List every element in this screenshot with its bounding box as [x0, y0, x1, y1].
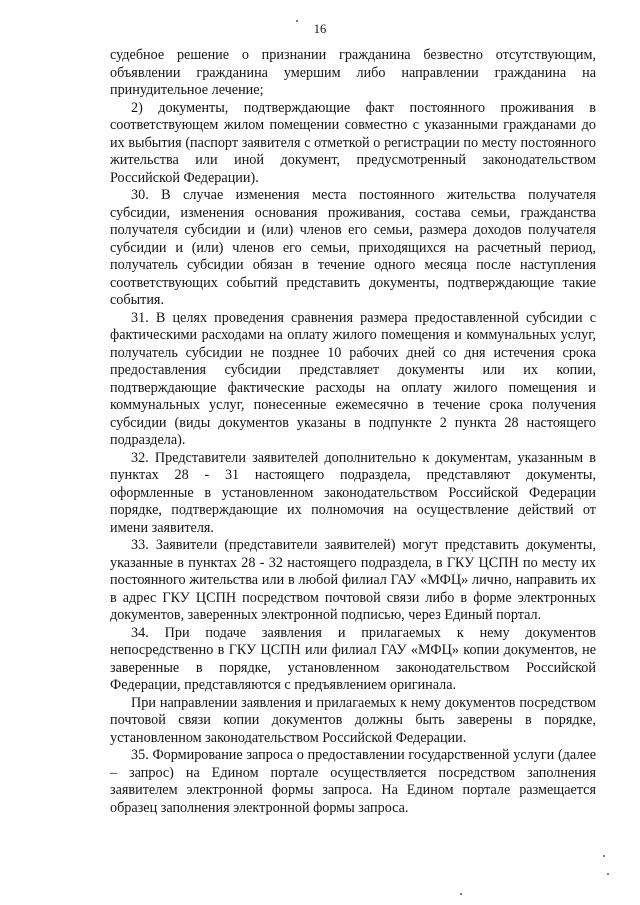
scan-speck — [296, 20, 298, 22]
scan-speck — [603, 855, 605, 857]
paragraph-31: 31. В целях проведения сравнения размера предоставленной субсидии с фактическими расходами на оплату жилого помещения и коммунальных услуг, получатель субсидии не позднее 10 рабочих дней со дня истечения срока предоставления субсидии представляет документы или их копии, подтверждающие фактические расходы на оплату жилого помещения и коммунальных услуг, понесенные ежемесячно в течение срока получения субсидии (виды документов указаны в подпункте 2 пункта 28 настоящего подраздела). — [110, 309, 596, 448]
paragraph-continuation: судебное решение о признании гражданина безвестно отсутствующим, объявлении гражданина умершим либо направлении гражданина на принудительное лечение; — [110, 47, 596, 98]
paragraph-35: 35. Формирование запроса о предоставлении государственной услуги (далее – запрос) на Едином портале осуществляется посредством заполнения заявителем электронной формы запроса. На Едином портале размещается образец заполнения электронной формы запроса. — [110, 747, 596, 816]
paragraph-30: 30. В случае изменения места постоянного жительства получателя субсидии, изменения основания проживания, состава семьи, гражданства получателя субсидии и (или) членов его семьи, размера доходов получателя субсидии и (или) членов его семьи, приходящихся на расчетный период, получатель субсидии обязан в течение одного месяца после наступления соответствующих событий представить документы, подтверждающие такие события. — [110, 187, 596, 308]
paragraph-32: 32. Представители заявителей дополнительно к документам, указанным в пунктах 28 - 31 настоящего подраздела, представляют документы, оформленные в установленном законодательством Российской Федерации порядке, подтверждающие их полномочия на осуществление действий от имени заявителя. — [110, 449, 596, 536]
paragraph-item-2: 2) документы, подтверждающие факт постоянного проживания в соответствующем жилом помещении совместно с указанными гражданами до их выбытия (паспорт заявителя с отметкой о регистрации по месту постоянного жительства или иной документ, предусмотренный законодательством Российской Федерации). — [110, 99, 596, 186]
paragraph-34-postal: При направлении заявления и прилагаемых к нему документов посредством почтовой связи копии документов должны быть заверены в порядке, установленном законодательством Российской Федерации. — [110, 694, 596, 746]
document-body — [110, 47, 596, 817]
paragraph-33: 33. Заявители (представители заявителей) могут представить документы, указанные в пунктах 28 - 32 настоящего подраздела, в ГКУ ЦСПН по месту их постоянного жительства или в любой филиал ГАУ «МФЦ» лично, направить их в адрес ГКУ ЦСПН посредством почтовой связи либо в форме электронных документов, заверенных электронной подписью, через Единый портал. — [110, 537, 596, 623]
paragraph-34: 34. При подаче заявления и прилагаемых к нему документов непосредственно в ГКУ ЦСПН или филиал ГАУ «МФЦ» копии документов, не заверенные в порядке, установленном законодательством Российской Федерации, представляются с предъявлением оригинала. — [110, 624, 596, 693]
scan-speck — [607, 873, 609, 875]
page-number: 16 — [313, 22, 327, 36]
scan-speck — [460, 893, 462, 895]
